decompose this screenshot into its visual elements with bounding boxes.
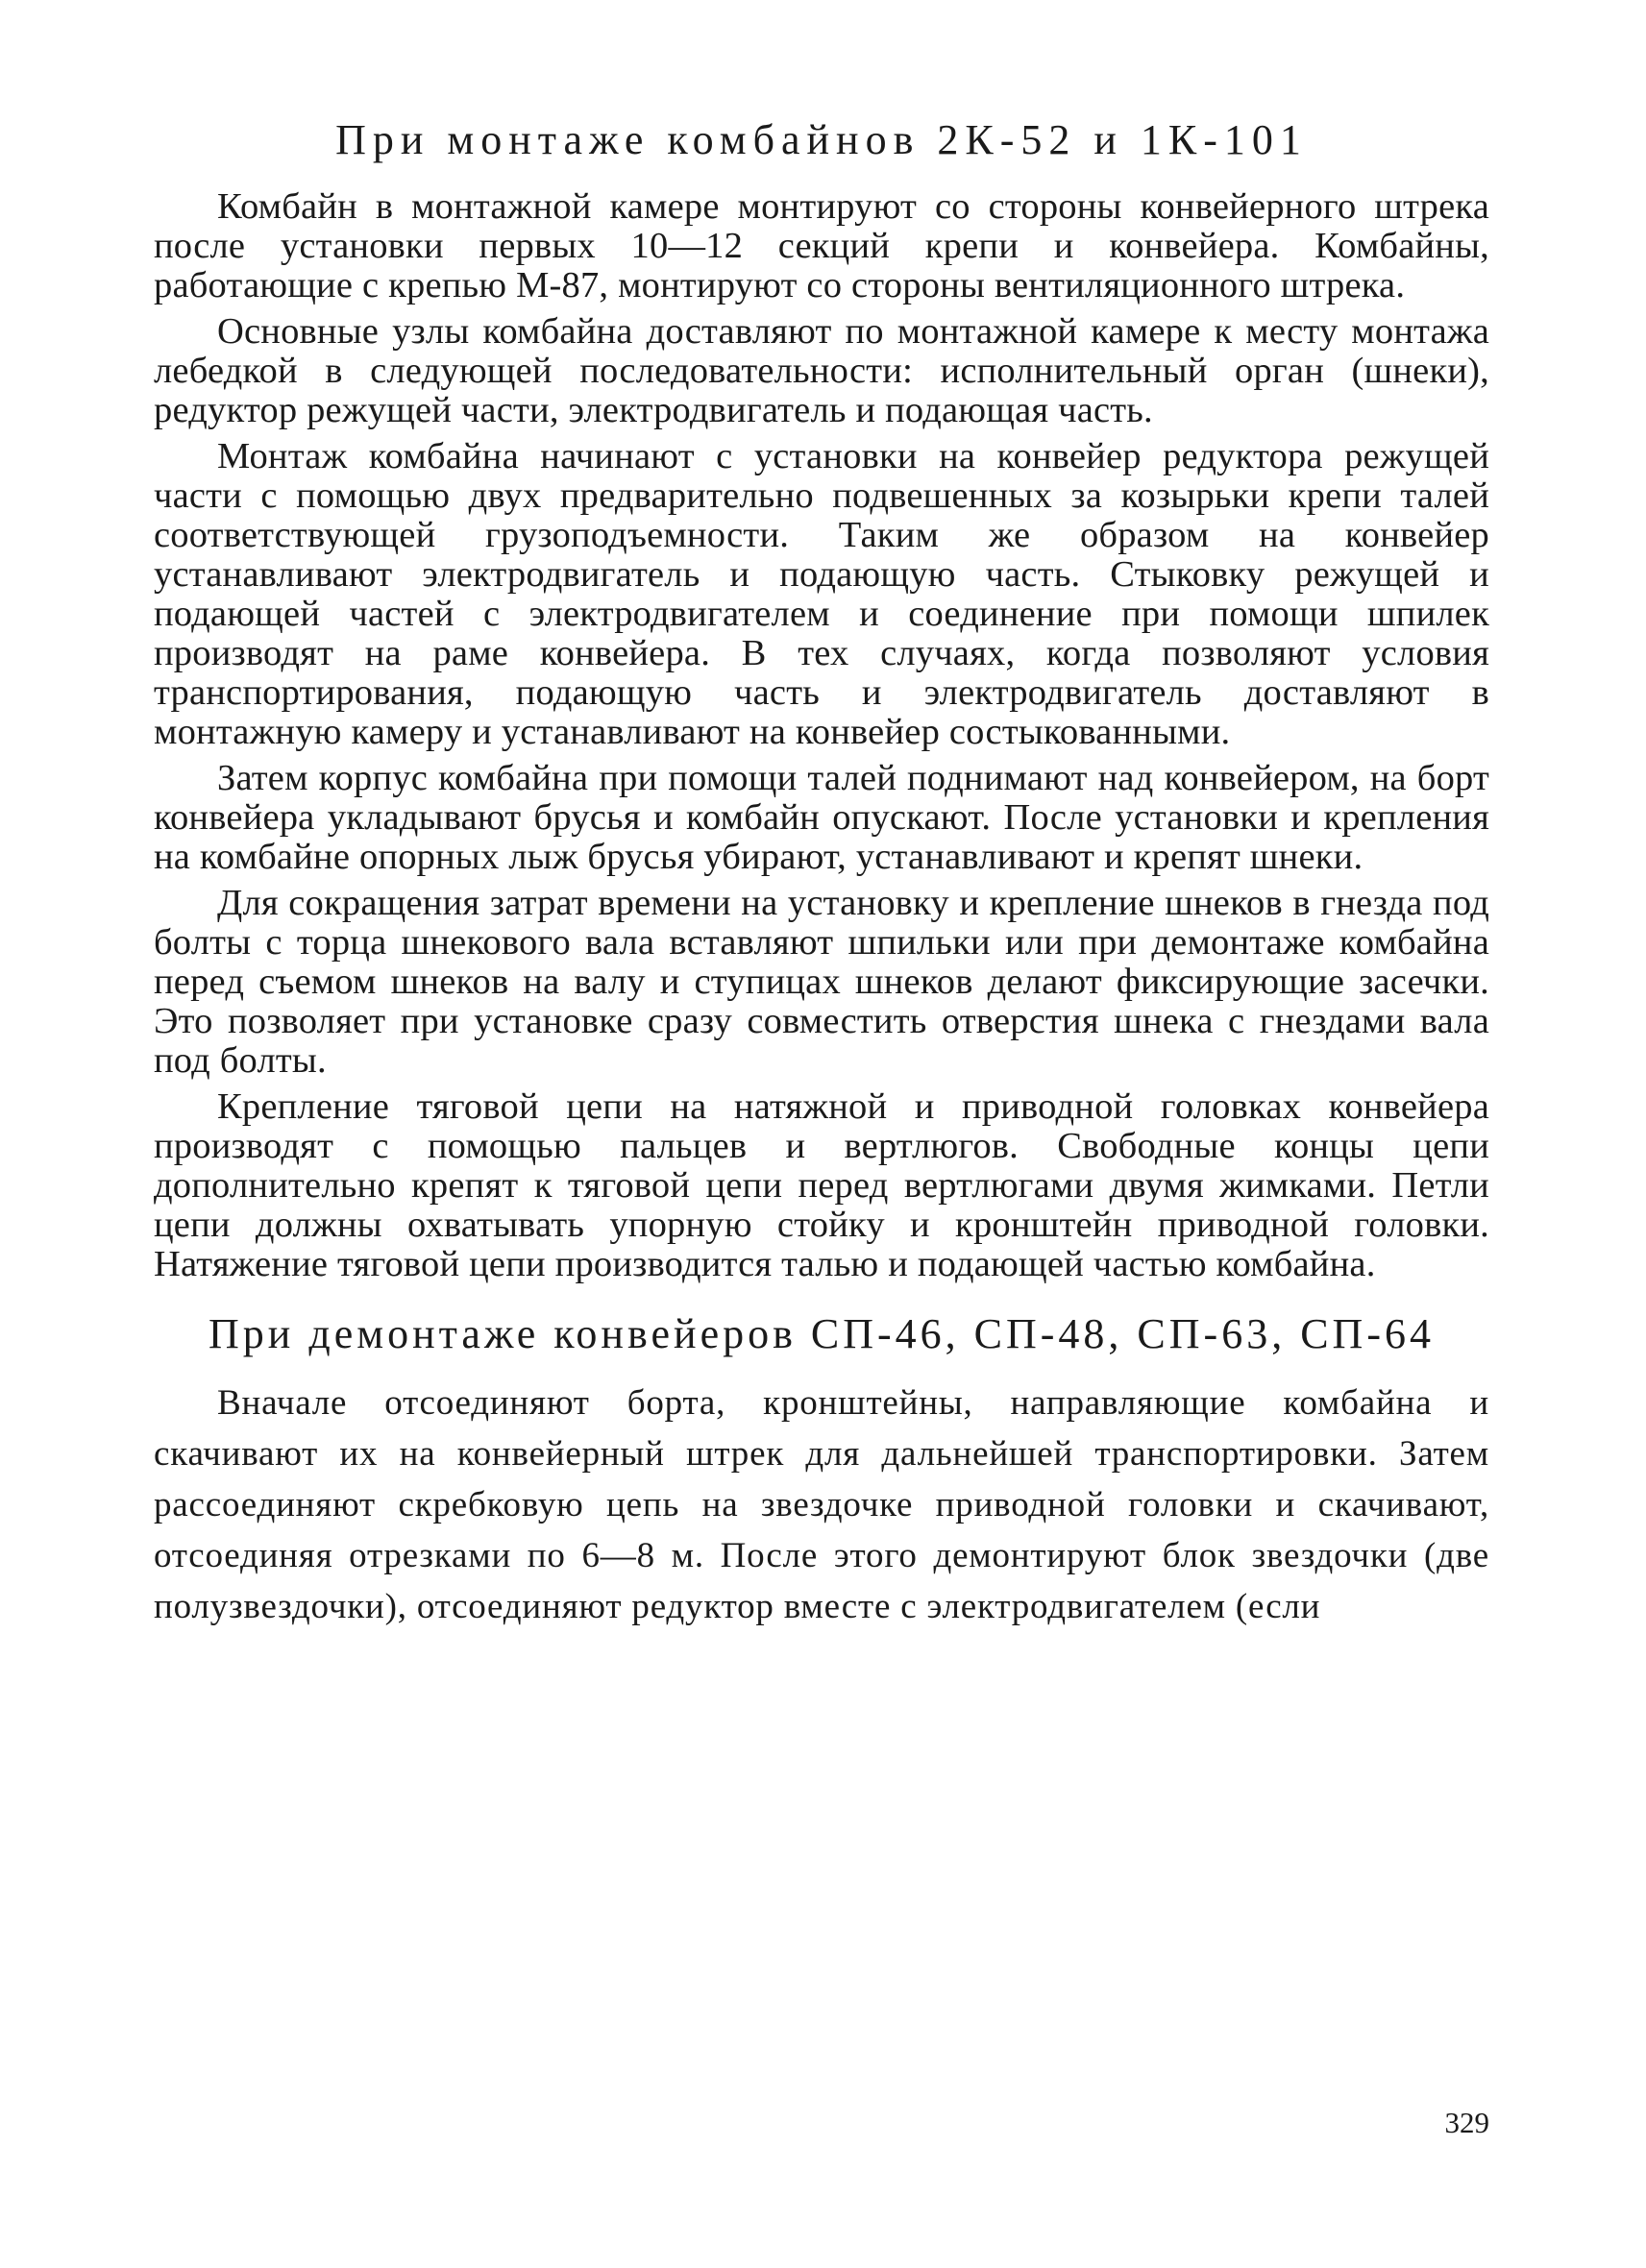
section-combine-mounting	[154, 115, 1489, 1284]
book-page	[154, 115, 1489, 1639]
paragraph: Основные узлы комбайна доставляют по монтажной камере к месту монтажа лебедкой в следующей последовательности: исполнительный орган (шнеки), редуктор режущей части, электродвигатель и подающая часть.	[154, 310, 1489, 430]
paragraph: Монтаж комбайна начинают с установки на конвейер редуктора режущей части с помощью двух предварительно подвешенных за козырьки крепи талей соответствующей грузоподъемности. Таким же образом на конвейер устанавливают электродвигатель и подающую часть. Стыковку режущей и подающей частей с электродвигателем и соединение при помощи шпилек производят на раме конвейера. В тех случаях, когда позволяют условия транспортирования, подающую часть и электродвигатель доставляют в монтажную камеру и устанавливают на конвейер состыкованными.	[154, 435, 1489, 752]
paragraph: Комбайн в монтажной камере монтируют со стороны конвейерного штрека после установки первых 10—12 секций крепи и конвейера. Комбайны, работающие с крепью М-87, монтируют со стороны вентиляционного штрека.	[154, 185, 1489, 305]
paragraph: Крепление тяговой цепи на натяжной и приводной головках конвейера производят с помощью пальцев и вертлюгов. Свободные концы цепи дополнительно крепят к тяговой цепи перед вертлюгами двумя жимками. Петли цепи должны охватывать упорную стойку и кронштейн приводной головки. Натяжение тяговой цепи производится талью и подающей частью комбайна.	[154, 1085, 1489, 1284]
paragraph: Затем корпус комбайна при помощи талей поднимают над конвейером, на борт конвейера укладывают брусья и комбайн опускают. После установки и крепления на комбайне опорных лыж брусья убирают, устанавливают и крепят шнеки.	[154, 757, 1489, 877]
paragraph: Для сокращения затрат времени на установку и крепление шнеков в гнезда под болты с торца шнекового вала вставляют шпильки или при демонтаже комбайна перед съемом шнеков на валу и ступицах шнеков делают фиксирующие засечки. Это позволяет при установке сразу совместить отверстия шнека с гнездами вала под болты.	[154, 882, 1489, 1081]
section-conveyor-dismounting	[154, 1309, 1489, 1632]
section-heading: При монтаже комбайнов 2К-52 и 1К-101	[335, 116, 1308, 163]
page-number: 329	[1444, 2106, 1489, 2139]
paragraph: Вначале отсоединяют борта, кронштейны, направляющие комбайна и скачивают их на конвейерный штрек для дальнейшей транспортировки. Затем рассоединяют скребковую цепь на звездочке приводной головки и скачивают, отсоединяя отрезками по 6—8 м. После этого демонтируют блок звездочки (две полузвездочки), отсоединяют редуктор вместе с электродвигателем (если	[154, 1382, 1489, 1626]
section-heading: При демонтаже конвейеров СП-46, СП-48, СП-63, СП-64	[209, 1309, 1435, 1357]
